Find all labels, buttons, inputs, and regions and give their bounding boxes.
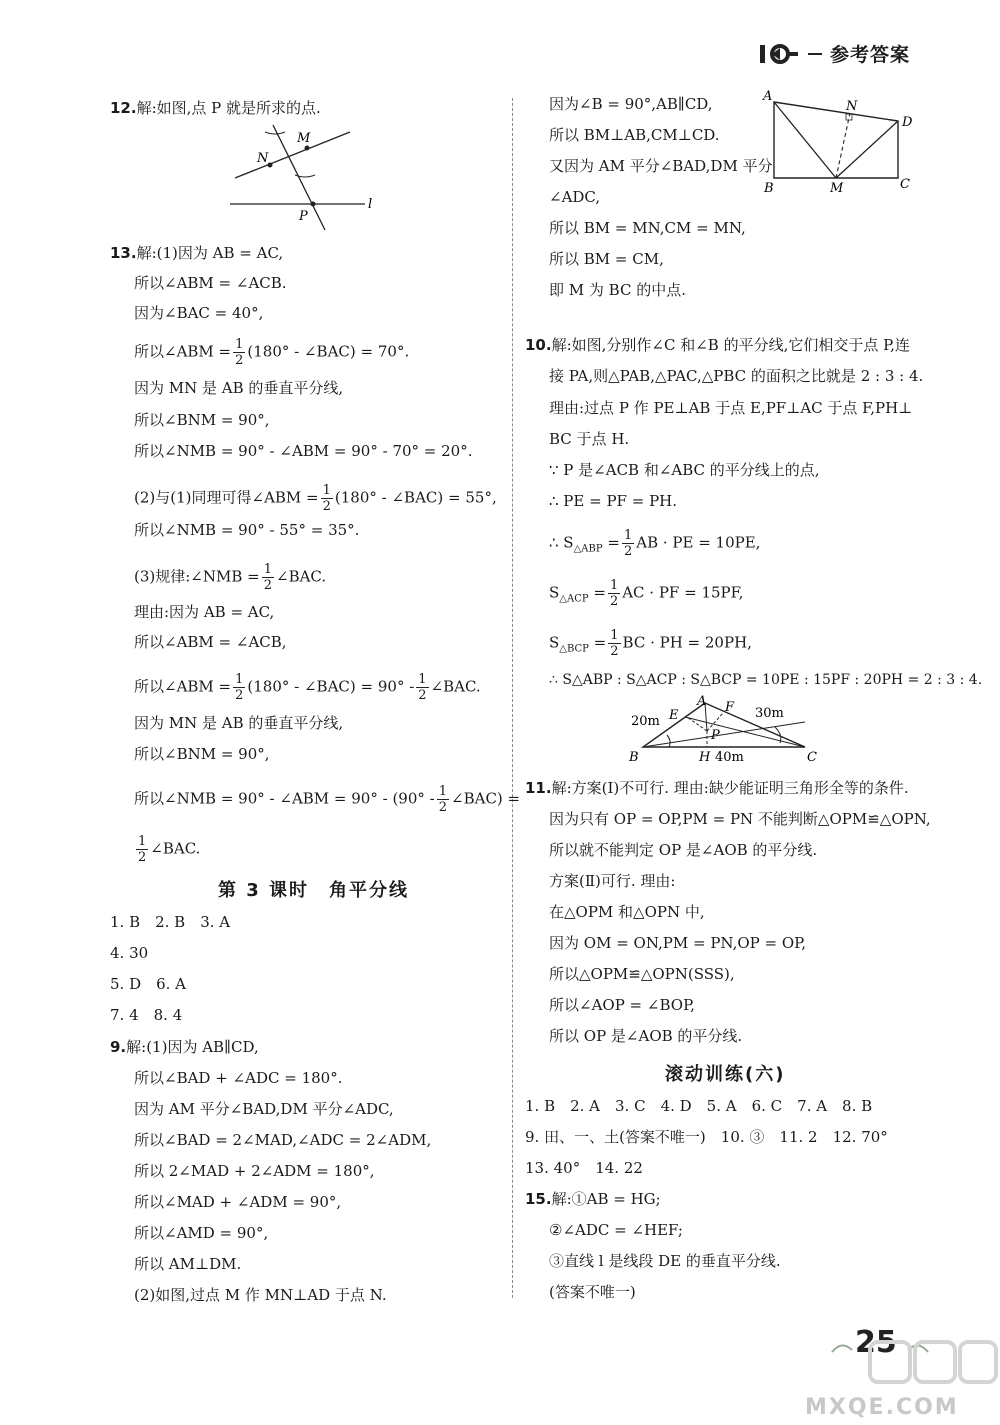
header-title: 参考答案 — [829, 44, 910, 66]
answer-4: 4. 30 — [110, 944, 149, 962]
brand-logo-icon — [758, 42, 800, 66]
answers-1-3: 1. B 2. B 3. A — [110, 913, 231, 931]
q15-line-4: (答案不唯一) — [549, 1283, 636, 1301]
q9c-line-5: 所以 BM = MN,CM = MN, — [549, 219, 746, 237]
q11-line-9: 所以 OP 是∠AOB 的平分线. — [549, 1027, 743, 1045]
q10-figure — [625, 695, 825, 770]
q10-line-8: $S_{\triangle ACP}$ = $\frac{1}{2}$ AC · PF = 15PF, — [549, 578, 744, 609]
q13-line-10: (3)规律:∠NMB = $\frac{1}{2}$ ∠BAC. — [134, 562, 327, 593]
q10-line-1: 10.解:如图,分别作∠C 和∠B 的平分线,它们相交于点 P,连 — [525, 336, 910, 354]
q10-line-10: ∴ S△ABP : S△ACP : S△BCP = 10PE : 15PF : 20PH = 2 : 3 : 4. — [549, 672, 983, 688]
q9-line-1: 9.解:(1)因为 AB∥CD, — [110, 1038, 259, 1056]
q13-line-11: 理由:因为 AB = AC, — [134, 603, 275, 621]
q10-line-2: 接 PA,则△PAB,△PAC,△PBC 的面积之比就是 2 : 3 : 4. — [549, 367, 924, 385]
label-C: C — [807, 750, 817, 765]
q13-line-6: 所以∠BNM = 90°, — [134, 411, 270, 429]
label-ab-length: 20m — [631, 714, 660, 729]
label-F: F — [725, 700, 735, 715]
q11-line-8: 所以∠AOP = ∠BOP, — [549, 996, 695, 1014]
q9-line-3: 因为 AM 平分∠BAD,DM 平分∠ADC, — [134, 1100, 394, 1118]
q15-line-2: ②∠ADC = ∠HEF; — [549, 1221, 683, 1239]
review-answers-9-12: 9. 田、一、土(答案不唯一) 10. ③ 11. 2 12. 70° — [525, 1128, 888, 1146]
answers-7-8: 7. 4 8. 4 — [110, 1006, 183, 1024]
q9c-line-6: 所以 BM = CM, — [549, 250, 664, 268]
q13-line-4: 所以∠ABM = $\frac{1}{2}$ (180° - ∠BAC) = 70°. — [134, 337, 410, 368]
q9-line-2: 所以∠BAD + ∠ADC = 180°. — [134, 1069, 343, 1087]
q13-line-5: 因为 MN 是 AB 的垂直平分线, — [134, 379, 344, 397]
label-P: P — [299, 209, 308, 224]
page-number: 25 — [855, 1325, 897, 1360]
header-dash — [808, 53, 822, 55]
column-divider — [512, 98, 513, 1298]
label-M: M — [297, 131, 311, 146]
q13-line-3: 因为∠BAC = 40°, — [134, 304, 264, 322]
q10-line-4: BC 于点 H. — [549, 430, 630, 448]
q10-line-6: ∴ PE = PF = PH. — [549, 492, 678, 510]
q13-line-17: $\frac{1}{2}$ ∠BAC. — [138, 834, 201, 865]
q13-line-15: 所以∠BNM = 90°, — [134, 745, 270, 763]
q11-line-4: 方案(Ⅱ)可行. 理由: — [549, 872, 676, 890]
review-answers-1-8: 1. B 2. A 3. C 4. D 5. A 6. C 7. A 8. B — [525, 1097, 873, 1115]
q10-line-3: 理由:过点 P 作 PE⊥AB 于点 E,PF⊥AC 于点 F,PH⊥ — [549, 399, 913, 417]
q11-line-3: 所以就不能判定 OP 是∠AOB 的平分线. — [549, 841, 818, 859]
q13-line-14: 因为 MN 是 AB 的垂直平分线, — [134, 714, 344, 732]
label-N: N — [846, 99, 858, 114]
section-title-3: 第 3 课时 角平分线 — [218, 880, 410, 901]
q13-line-7: 所以∠NMB = 90° - ∠ABM = 90° - 70° = 20°. — [134, 442, 473, 460]
q11-line-7: 所以△OPM≌△OPN(SSS), — [549, 965, 735, 983]
review-answers-13-14: 13. 40° 14. 22 — [525, 1159, 643, 1177]
q9-line-7: 所以∠AMD = 90°, — [134, 1224, 269, 1242]
label-A: A — [763, 89, 773, 104]
label-C: C — [900, 177, 910, 192]
q13-line-2: 所以∠ABM = ∠ACB. — [134, 274, 287, 292]
q9-line-5: 所以 2∠MAD + 2∠ADM = 180°, — [134, 1162, 375, 1180]
q9c-line-4: ∠ADC, — [549, 188, 601, 206]
q9-line-4: 所以∠BAD = 2∠MAD,∠ADC = 2∠ADM, — [134, 1131, 432, 1149]
label-D: D — [902, 115, 913, 130]
q13-line-16: 所以∠NMB = 90° - ∠ABM = 90° - (90° - $\frac{1}{2}$ ∠BAC) = — [134, 784, 521, 815]
q13-line-12: 所以∠ABM = ∠ACB, — [134, 633, 287, 651]
q9-figure — [760, 88, 920, 196]
label-A: A — [697, 695, 707, 709]
q13-line-1: 13.解:(1)因为 AB = AC, — [110, 244, 284, 262]
label-P: P — [711, 728, 720, 743]
label-ac-length: 30m — [755, 706, 784, 721]
q12-figure — [225, 120, 375, 235]
q13-line-9: 所以∠NMB = 90° - 55° = 35°. — [134, 521, 360, 539]
q10-line-5: ∵ P 是∠ACB 和∠ABC 的平分线上的点, — [549, 461, 820, 479]
q9c-line-2: 所以 BM⊥AB,CM⊥CD. — [549, 126, 720, 144]
q15-line-3: ③直线 l 是线段 DE 的垂直平分线. — [549, 1252, 781, 1270]
q15-line-1: 15.解:①AB = HG; — [525, 1190, 661, 1208]
label-B: B — [764, 181, 774, 196]
q9c-line-1: 因为∠B = 90°,AB∥CD, — [549, 95, 713, 113]
q9-line-6: 所以∠MAD + ∠ADM = 90°, — [134, 1193, 342, 1211]
page-header — [758, 40, 910, 67]
label-B: B — [629, 750, 639, 765]
label-E: E — [669, 708, 679, 723]
q13-line-13: 所以∠ABM = $\frac{1}{2}$ (180° - ∠BAC) = 90° - $\frac{1}{2}$ ∠BAC. — [134, 672, 481, 703]
section-title-6: 滚动训练(六) — [665, 1064, 786, 1085]
q11-line-6: 因为 OM = ON,PM = PN,OP = OP, — [549, 934, 806, 952]
q11-line-5: 在△OPM 和△OPN 中, — [549, 903, 705, 921]
label-M: M — [830, 181, 844, 196]
label-H: H — [699, 750, 711, 765]
label-l: l — [368, 197, 373, 212]
watermark-text: MXQE.COM — [805, 1395, 959, 1420]
q11-line-2: 因为只有 OP = OP,PM = PN 不能判断△OPM≌△OPN, — [549, 810, 931, 828]
q9c-line-3: 又因为 AM 平分∠BAD,DM 平分 — [549, 157, 773, 175]
q9-line-8: 所以 AM⊥DM. — [134, 1255, 242, 1273]
q11-line-1: 11.解:方案(Ⅰ)不可行. 理由:缺少能证明三角形全等的条件. — [525, 779, 909, 797]
q13-line-8: (2)与(1)同理可得∠ABM = $\frac{1}{2}$ (180° - ∠BAC) = 55°, — [134, 483, 497, 514]
q9c-line-7: 即 M 为 BC 的中点. — [549, 281, 686, 299]
answers-5-6: 5. D 6. A — [110, 975, 187, 993]
label-bc-length: 40m — [715, 750, 744, 765]
q9-line-9: (2)如图,过点 M 作 MN⊥AD 于点 N. — [134, 1286, 387, 1304]
q12-line: 12.解:如图,点 P 就是所求的点. — [110, 99, 321, 117]
q10-line-7: ∴ $S_{\triangle ABP}$ = $\frac{1}{2}$ AB · PE = 10PE, — [549, 528, 761, 559]
q10-line-9: $S_{\triangle BCP}$ = $\frac{1}{2}$ BC · PH = 20PH, — [549, 628, 752, 659]
label-N: N — [257, 151, 269, 166]
